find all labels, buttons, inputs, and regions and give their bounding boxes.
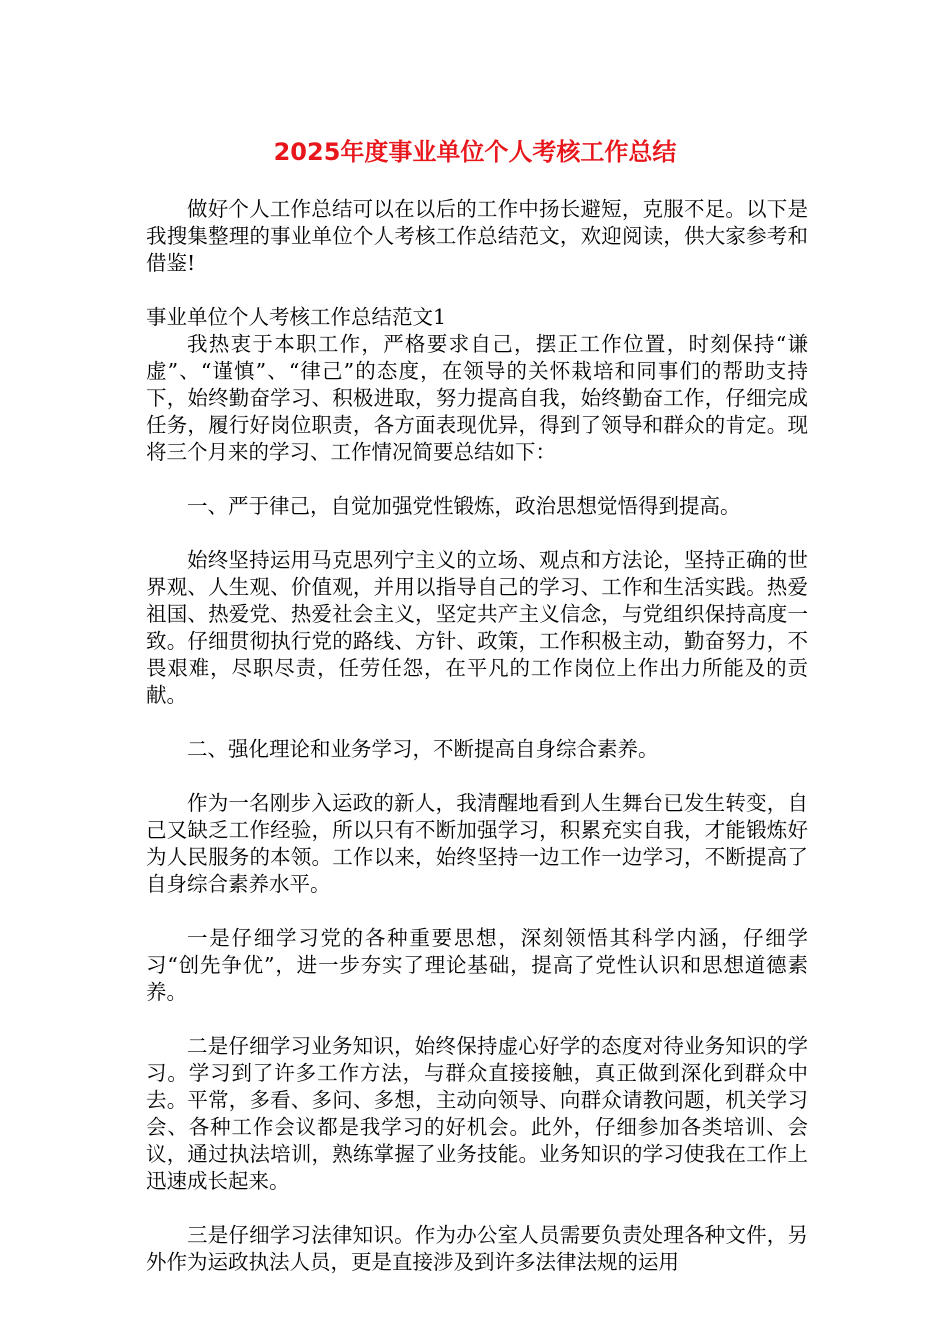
body-paragraph: 二是仔细学习业务知识，始终保持虚心好学的态度对待业务知识的学习。学习到了许多工作方法，与群众直接接触，真正做到深化到群众中去。平常，多看、多问、多想，主动向领导、向群众请教问题，机关学习会、各种工作会议都是我学习的好机会。此外，仔细参加各类培训、会议，通过执法培训，熟练掌握了业务技能。业务知识的学习使我在工作上迅速成长起来。 bbox=[146, 1034, 808, 1193]
body-paragraph: 一是仔细学习党的各种重要思想，深刻领悟其科学内涵，仔细学习“创先争优”，进一步夯实了理论基础，提高了党性认识和思想道德素养。 bbox=[146, 926, 808, 1004]
intro-paragraph: 做好个人工作总结可以在以后的工作中扬长避短，克服不足。以下是我搜集整理的事业单位个人考核工作总结范文，欢迎阅读，供大家参考和借鉴! bbox=[146, 197, 808, 275]
section-heading: 事业单位个人考核工作总结范文1 bbox=[146, 305, 447, 329]
document-body bbox=[146, 196, 808, 1276]
body-paragraph: 作为一名刚步入运政的新人，我清醒地看到人生舞台已发生转变，自己又缺乏工作经验，所以只有不断加强学习，积累充实自我，才能锻炼好为人民服务的本领。工作以来，始终坚持一边工作一边学习，不断提高了自身综合素养水平。 bbox=[146, 791, 808, 896]
body-paragraph: 二、强化理论和业务学习，不断提高自身综合素养。 bbox=[187, 737, 659, 761]
document-title: 2025年度事业单位个人考核工作总结 bbox=[273, 138, 677, 166]
body-paragraph: 三是仔细学习法律知识。作为办公室人员需要负责处理各种文件，另外作为运政执法人员，更是直接涉及到许多法律法规的运用 bbox=[146, 1223, 808, 1274]
body-paragraph: 一、严于律己，自觉加强党性锻炼，政治思想觉悟得到提高。 bbox=[187, 494, 741, 518]
body-paragraph: 始终坚持运用马克思列宁主义的立场、观点和方法论，坚持正确的世界观、人生观、价值观，并用以指导自己的学习、工作和生活实践。热爱祖国、热爱党、热爱社会主义，坚定共产主义信念，与党组织保持高度一致。仔细贯彻执行党的路线、方针、政策，工作积极主动，勤奋努力，不畏艰难，尽职尽责，任劳任怨，在平凡的工作岗位上作出力所能及的贡献。 bbox=[146, 548, 808, 707]
body-paragraph: 我热衷于本职工作，严格要求自己，摆正工作位置，时刻保持“谦虚”、“谨慎”、“律己”的态度，在领导的关怀栽培和同事们的帮助支持下，始终勤奋学习、积极进取，努力提高自我，始终勤奋工作，仔细完成任务，履行好岗位职责，各方面表现优异，得到了领导和群众的肯定。现将三个月来的学习、工作情况简要总结如下： bbox=[146, 332, 808, 464]
